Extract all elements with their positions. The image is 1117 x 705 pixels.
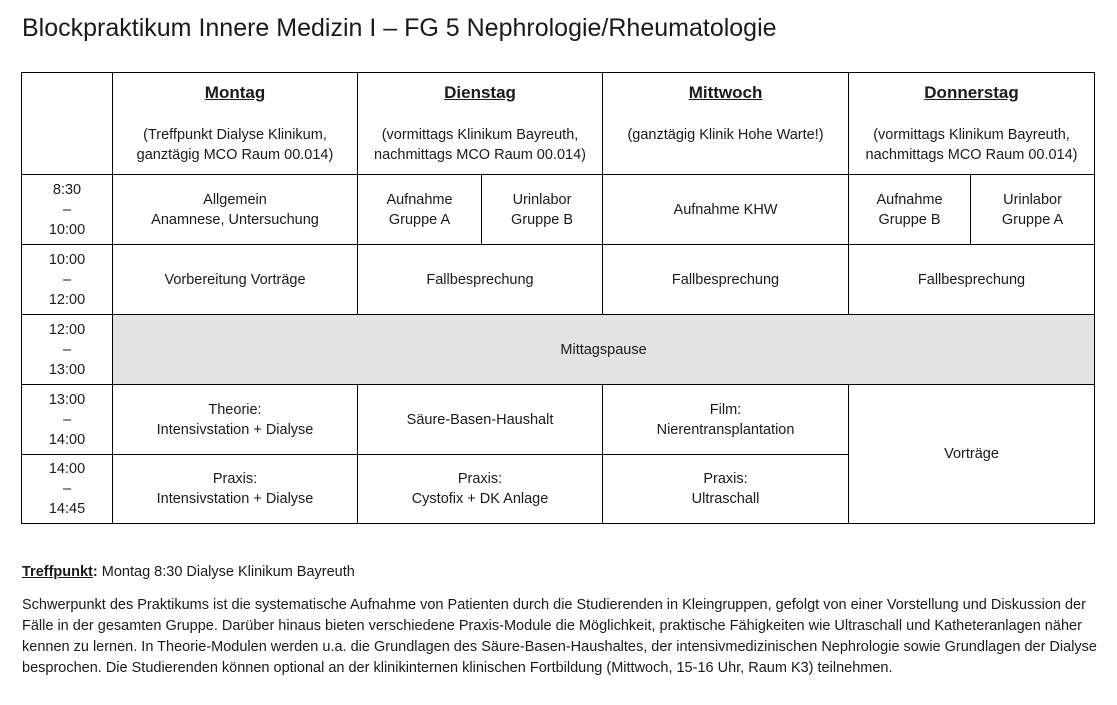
time-cell (22, 385, 113, 455)
session-line: Cystofix + DK Anlage (411, 491, 549, 507)
session-line: Film: (709, 401, 742, 418)
table-row (22, 315, 1095, 385)
day-header-mittwoch (603, 73, 849, 175)
schedule-table (21, 72, 1095, 524)
day-location: ganztägig MCO Raum 00.014) (136, 146, 334, 163)
day-location: nachmittags MCO Raum 00.014) (865, 146, 1078, 163)
session-cell (113, 385, 358, 455)
day-header-dienstag (358, 73, 603, 175)
description-paragraph: Schwerpunkt des Praktikums ist die systematische Aufnahme von Patienten durch die Studierenden in Kleingruppen, gefolgt von einer Vorstellung und Diskussion der Fälle in der gesamten Gruppe. Darüber hinaus bieten verschiedene Praxis-Module die Möglichkeit, praktische Fähigkeiten wie Ultraschall und Katheteranlagen näher kennen zu lernen. In Theorie-Modulen werden u.a. die Grundlagen des Säure-Basen-Haushaltes, der intensivmedizinischen Nephrologie sowie Grundlagen der Dialyse besprochen. Die Studierenden können optional an der klinikinternen klinischen Fortbildung (Mittwoch, 15-16 Uhr, Raum K3) teilnehmen. (22, 597, 1097, 676)
header-row (22, 73, 1095, 175)
time-cell (22, 315, 113, 385)
meeting-point-line (22, 562, 1097, 583)
time-end: 12:00 (48, 291, 86, 308)
session-line: Gruppe A (388, 211, 451, 228)
table-row (22, 385, 1095, 455)
time-end: 10:00 (48, 221, 86, 238)
time-start: 12:00 (48, 321, 86, 338)
time-cell (22, 455, 113, 524)
table-row (22, 245, 1095, 315)
meeting-point-text: Montag 8:30 Dialyse Klinikum Bayreuth (97, 564, 355, 580)
time-start: 13:00 (48, 391, 86, 408)
time-dash: – (62, 481, 72, 497)
meeting-point-label: Treffpunkt (22, 564, 93, 580)
session-cell (358, 175, 482, 245)
session-cell (113, 455, 358, 524)
session-line: Gruppe B (878, 211, 941, 228)
session-cell (971, 175, 1095, 245)
session-line: Praxis: (212, 471, 258, 487)
session-line: Praxis: (703, 471, 748, 487)
day-name: Donnerstag (924, 82, 1019, 102)
notes-section (22, 562, 1097, 679)
time-cell (22, 245, 113, 315)
session-line: Aufnahme (386, 191, 453, 208)
day-location (603, 145, 848, 165)
lunch-break-cell: Mittagspause (113, 315, 1095, 385)
session-cell (358, 455, 603, 524)
session-cell (603, 455, 849, 524)
day-location: nachmittags MCO Raum 00.014) (374, 146, 586, 163)
day-header-donnerstag (849, 73, 1095, 175)
session-cell: Fallbesprechung (849, 245, 1095, 315)
session-cell (849, 175, 971, 245)
session-cell (482, 175, 603, 245)
time-dash: – (62, 411, 72, 428)
page-title: Blockpraktikum Innere Medizin I – FG 5 Nephrologie/Rheumatologie (22, 14, 777, 42)
time-cell (22, 175, 113, 245)
time-start: 8:30 (52, 181, 82, 198)
session-cell: Fallbesprechung (358, 245, 603, 315)
session-line: Gruppe A (1001, 211, 1064, 228)
session-line: Aufnahme (876, 191, 943, 208)
time-end: 14:45 (48, 501, 86, 517)
day-name: Montag (204, 82, 266, 102)
session-line: Urinlabor (512, 191, 572, 208)
session-line: Anamnese, Untersuchung (151, 211, 319, 228)
session-line: Gruppe B (510, 211, 574, 228)
time-end: 14:00 (48, 431, 86, 448)
session-cell: Aufnahme KHW (603, 175, 849, 245)
session-cell (603, 385, 849, 455)
time-dash: – (62, 201, 72, 218)
time-start: 10:00 (48, 251, 86, 268)
time-dash: – (62, 341, 72, 358)
session-line: Intensivstation + Dialyse (156, 421, 314, 438)
session-line: Nierentransplantation (656, 421, 795, 438)
session-cell: Vorbereitung Vorträge (113, 245, 358, 315)
corner-cell (22, 73, 113, 175)
time-end: 13:00 (48, 361, 86, 378)
day-location: (vormittags Klinikum Bayreuth, (873, 126, 1070, 143)
time-dash: – (62, 271, 72, 288)
meeting-point-colon: : (92, 564, 98, 580)
day-name: Mittwoch (688, 82, 763, 102)
day-header-montag (113, 73, 358, 175)
session-line: Allgemein (203, 191, 267, 208)
session-line: Praxis: (457, 471, 503, 487)
session-cell: Fallbesprechung (603, 245, 849, 315)
session-cell (113, 175, 358, 245)
session-line: Urinlabor (1003, 191, 1062, 208)
session-cell: Säure-Basen-Haushalt (358, 385, 603, 455)
time-start: 14:00 (48, 461, 86, 477)
session-cell: Vorträge (849, 385, 1095, 524)
day-location: (vormittags Klinikum Bayreuth, (381, 126, 579, 143)
session-line: Ultraschall (691, 491, 760, 507)
session-line: Theorie: (208, 401, 262, 418)
session-line: Intensivstation + Dialyse (156, 491, 314, 507)
table-row (22, 175, 1095, 245)
day-location: (Treffpunkt Dialyse Klinikum, (143, 126, 327, 143)
day-name: Dienstag (444, 82, 516, 102)
day-location: (ganztägig Klinik Hohe Warte!) (627, 126, 824, 143)
